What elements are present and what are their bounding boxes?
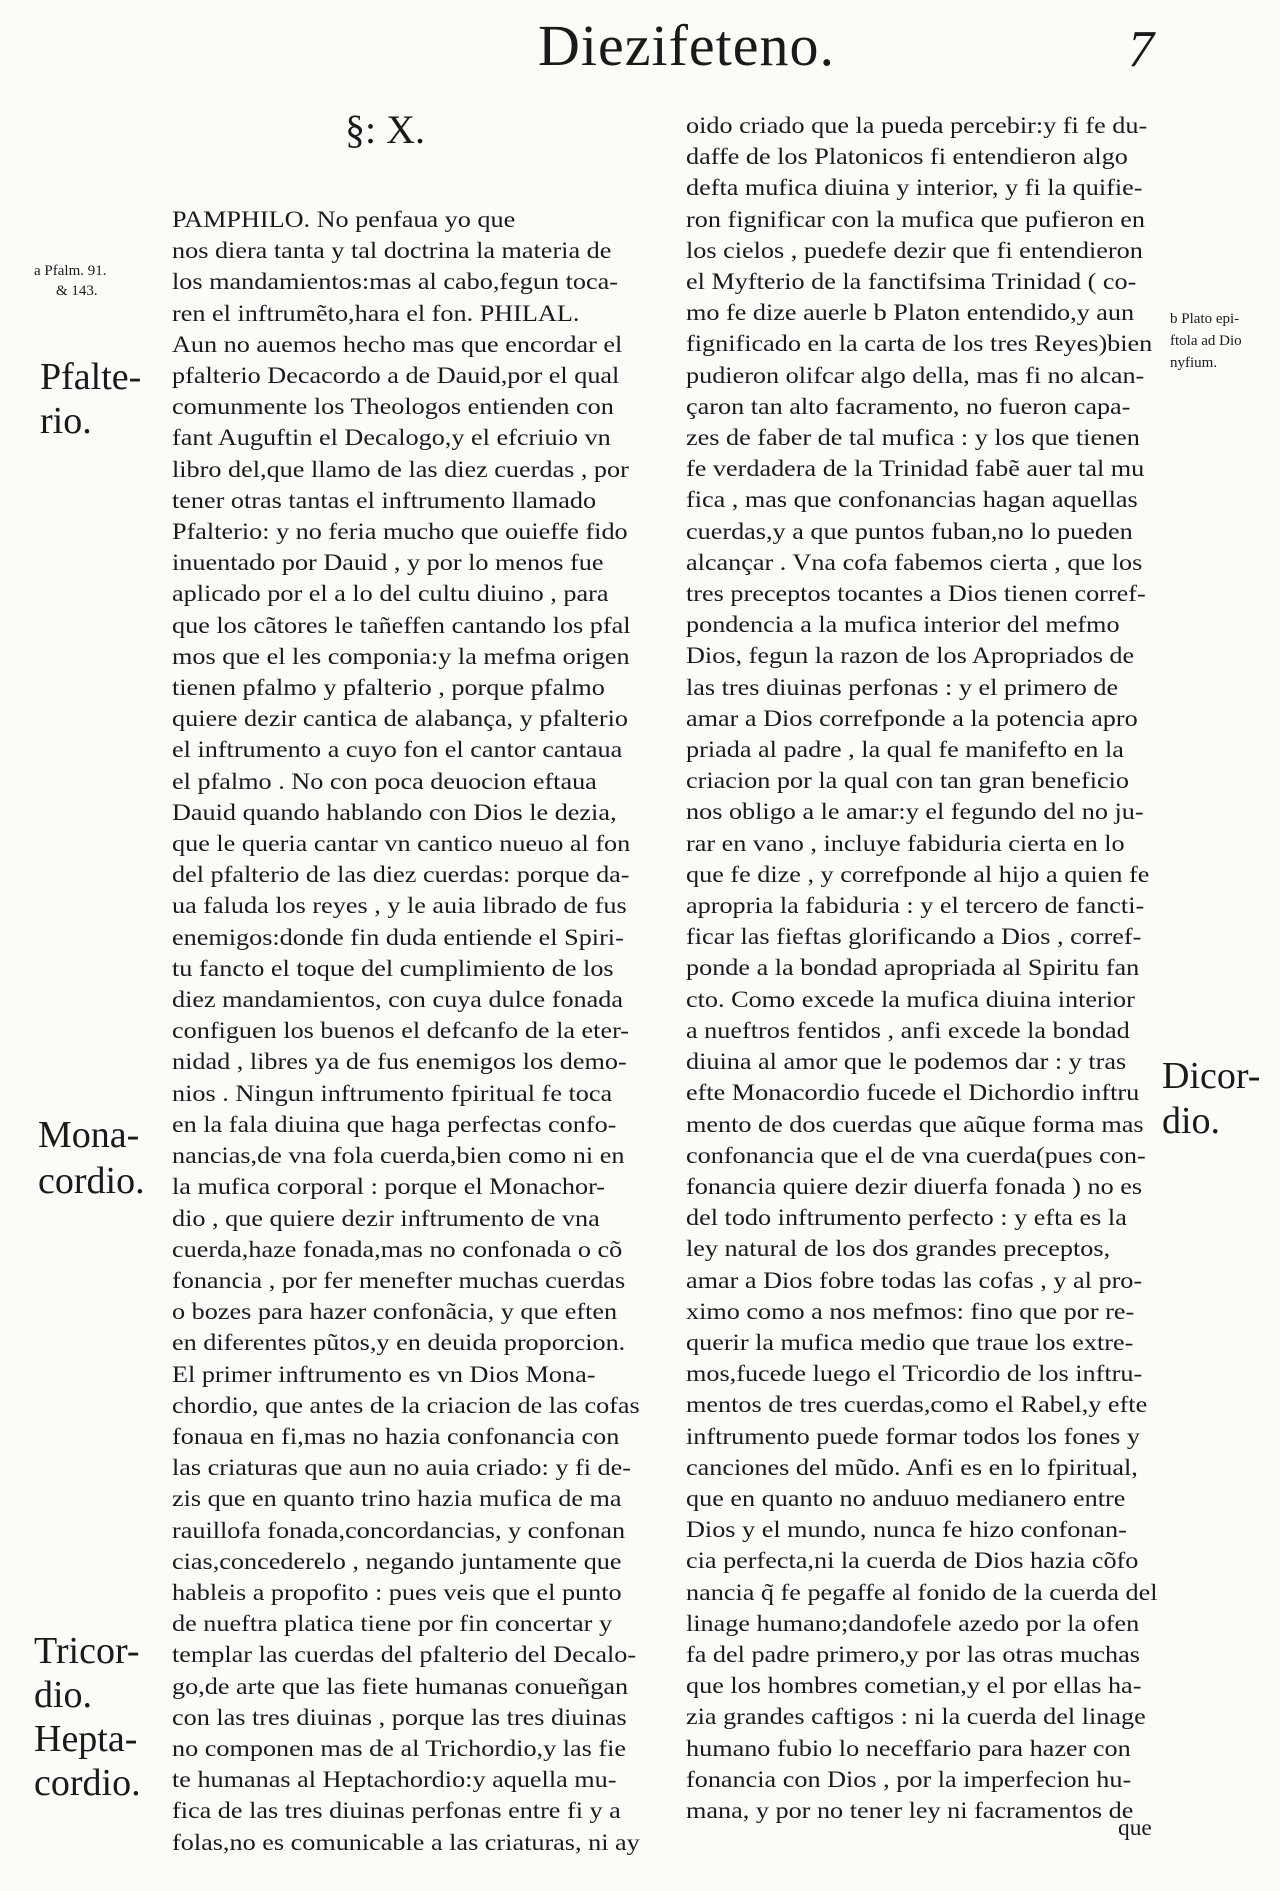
text-line: que fe dize , y correfponde al hijo a quien fe [686, 861, 1150, 888]
text-line: zia grandes caftigos : ni la cuerda del linage [686, 1704, 1146, 1731]
text-line: del pfalterio de las diez cuerdas: porque da- [172, 862, 630, 889]
text-line: que en quanto no anduuo medianero entre [686, 1485, 1126, 1512]
text-line: nios . Ningun inftrumento fpiritual fe toca [172, 1080, 613, 1107]
text-line: oido criado que la pueda percebir:y fi fe du- [686, 113, 1148, 139]
text-line: Dios, fegun la razon de los Apropriados de [686, 643, 1135, 670]
text-line: go,de arte que las fiete humanas conueñgan [172, 1673, 629, 1700]
text-line: hableis a propofito : pues veis que el punto [172, 1579, 622, 1606]
margin-heading-pfalterio-cont: rio. [40, 400, 92, 442]
margin-heading-pfalterio: Pfalte- [40, 356, 142, 398]
text-line: mento de dos cuerdas que aũque forma mas [686, 1111, 1144, 1138]
text-line: ximo como a nos mefmos: fino que por re- [686, 1298, 1135, 1325]
text-line: que los cãtores le tañeffen cantando los pfal [172, 612, 631, 639]
text-line: las criaturas que aun no auia criado: y fi de- [172, 1455, 632, 1482]
text-line: Dios y el mundo, nunca fe hizo confonan- [686, 1517, 1127, 1544]
text-line: tres preceptos tocantes a Dios tienen corref- [686, 581, 1146, 608]
text-line: chordio, que antes de la criacion de las cofas [172, 1392, 640, 1419]
text-line: las tres diuinas perfonas : y el primero de [686, 674, 1119, 701]
text-line: inuentado por Dauid , y por lo menos fue [172, 550, 604, 577]
text-line: o bozes para hazer confonãcia, y que eften [172, 1299, 618, 1326]
text-line: fant Auguftin el Decalogo,y el efcriuio vn [172, 425, 611, 452]
text-line: de nueftra platica tiene por fin concertar y [172, 1611, 613, 1638]
margin-heading-dicordio: Dicor- [1162, 1055, 1261, 1097]
running-title: Diezifeteno. [538, 13, 836, 78]
text-line: priada al padre , la qual fe manifefto en la [686, 737, 1124, 764]
text-line: alcançar . Vna cofa fabemos cierta , que los [686, 549, 1143, 576]
margin-heading-monacordio-cont: cordio. [38, 1160, 145, 1202]
text-line: en la fala diuina que haga perfectas confo- [172, 1111, 617, 1138]
text-line: cuerda,haze fonada,mas no confonada o cõ [172, 1236, 623, 1263]
text-line: ron fignificar con la mufica que pufieron en [686, 206, 1146, 233]
margin-ref-plato: b Plato epi- [1170, 311, 1240, 327]
text-line: el inftrumento a cuyo fon el cantor cantaua [172, 737, 623, 764]
text-line: fica de las tres diuinas perfonas entre fi y a [172, 1798, 621, 1825]
text-line: enemigos:donde fin duda entiende el Spiri- [172, 924, 624, 951]
margin-ref-plato-end: nyfium. [1170, 355, 1218, 371]
text-line: comunmente los Theologos entienden con [172, 394, 614, 421]
text-line: fonancia con Dios , por la imperfecion hu- [686, 1766, 1132, 1793]
text-line: canciones del mũdo. Anfi es en lo fpiritual, [686, 1454, 1138, 1481]
text-line: pondencia a la mufica interior del mefmo [686, 612, 1120, 639]
text-line: amar a Dios fobre todas las cofas , y al pro- [686, 1267, 1143, 1294]
text-line: ponde a la bondad apropriada al Spiritu fan [686, 955, 1140, 982]
text-line: te humanas al Heptachordio:y aquella mu- [172, 1767, 617, 1794]
page-number: 7 [1128, 21, 1154, 78]
text-line: nos diera tanta y tal doctrina la materia de [172, 238, 612, 265]
section-heading: §: X. [345, 107, 425, 152]
text-line: fonancia , por fer menefter muchas cuerdas [172, 1267, 626, 1294]
left-column [172, 205, 664, 1859]
text-line: rar en vano , incluye fabiduria cierta en lo [686, 830, 1125, 857]
text-line: rauillofa fonada,concordancias, y confonan [172, 1517, 626, 1544]
text-line: tu fancto el toque del cumplimiento de los [172, 955, 614, 982]
text-line: mo fe dize auerle b Platon entendido,y aun [686, 300, 1135, 327]
text-line: Pfalterio: y no feria mucho que ouieffe fido [172, 519, 628, 546]
text-line: los cielos , puedefe dezir que fi entendieron [686, 237, 1143, 264]
text-line: tienen pfalmo y pfalterio , porque pfalmo [172, 675, 605, 702]
text-line: libro del,que llamo de las diez cuerdas , por [172, 456, 629, 483]
text-line: nos obligo a le amar:y el fegundo del no ju- [686, 799, 1144, 826]
text-line: nancia q̃ fe pegaffe al fonido de la cuerda del [686, 1579, 1158, 1606]
text-line: ficar las fieftas glorificando a Dios , corref- [686, 924, 1142, 951]
text-line: quiere dezir cantica de alabança, y pfalterio [172, 706, 629, 733]
catchword: que [1118, 1815, 1152, 1841]
text-line: criacion por la qual con tan gran beneficio [686, 768, 1129, 795]
text-line: fignificado en la carta de los tres Reyes)bien [686, 331, 1153, 358]
text-line: fonaua en fi,mas no hazia confonancia con [172, 1423, 620, 1450]
text-line: pfalterio Decacordo a de Dauid,por el qual [172, 363, 620, 390]
text-line: los mandamientos:mas al cabo,fegun toca- [172, 269, 618, 296]
text-line: cia perfecta,ni la cuerda de Dios hazia cõfo [686, 1548, 1139, 1575]
margin-heading-tricordio: Tricor- [34, 1630, 140, 1672]
text-line: defta mufica diuina y interior, y fi la quifie- [686, 175, 1143, 202]
text-line: Dauid quando hablando con Dios le dezia, [172, 799, 617, 826]
text-line: aplicado por el a lo del cultu diuino , para [172, 581, 609, 608]
text-line: humano fubio lo neceffario para hazer con [686, 1735, 1131, 1762]
text-line: del todo inftrumento perfecto : y efta es la [686, 1205, 1127, 1232]
margin-heading-heptacordio: Hepta- [34, 1718, 138, 1760]
margin-heading-dicordio-cont: dio. [1162, 1100, 1221, 1142]
text-line: querir la mufica medio que traue los extre- [686, 1329, 1134, 1356]
text-line: daffe de los Platonicos fi entendieron algo [686, 144, 1128, 171]
text-line: amar a Dios correfponde a la potencia apro [686, 705, 1138, 732]
text-line: ley natural de los dos grandes preceptos, [686, 1236, 1111, 1263]
text-line: fonancia quiere dezir diuerfa fonada ) no es [686, 1173, 1143, 1200]
text-line: zis que en quanto trino hazia mufica de ma [172, 1486, 622, 1513]
text-line: El primer inftrumento es vn Dios Mona- [172, 1361, 596, 1388]
text-line: dio , que quiere dezir inftrumento de vna [172, 1205, 600, 1232]
text-line: ua faluda los reyes , y le auia librado de fus [172, 893, 627, 920]
text-line: no componen mas de al Trichordio,y las fie [172, 1735, 627, 1762]
text-line: nidad , libres ya de fus enemigos los demo- [172, 1049, 627, 1076]
text-line: que le queria cantar vn cantico nueuo al fon [172, 831, 631, 858]
text-line: ren el inftrumẽto,hara el fon. PHILAL. [172, 300, 580, 327]
margin-heading-tricordio-cont: dio. [34, 1674, 93, 1716]
text-line: templar las cuerdas del pfalterio del Decalo- [172, 1642, 637, 1669]
text-line: fa del padre primero,y por las otras muchas [686, 1641, 1140, 1668]
text-line: folas,no es comunicable a las criaturas, ni ay [172, 1829, 640, 1856]
text-line: a nueftros fentidos , anfi excede la bondad [686, 1017, 1130, 1044]
text-line: diuina al amor que le podemos dar : y tras [686, 1049, 1127, 1076]
text-line: pudieron olifcar algo della, mas fi no alcan- [686, 362, 1145, 389]
margin-ref-psalm: a Pfalm. 91. [34, 263, 107, 279]
text-line: inftrumento puede formar todos los fones y [686, 1423, 1141, 1450]
page-header [0, 12, 1280, 102]
text-line: tener otras tantas el inftrumento llamado [172, 487, 597, 514]
text-line: Aun no auemos hecho mas que encordar el [172, 331, 623, 358]
margin-heading-monacordio: Mona- [38, 1114, 140, 1156]
text-line: linage humano;dandofele azedo por la ofen [686, 1610, 1140, 1637]
text-line: diez mandamientos, con cuya dulce fonada [172, 987, 624, 1014]
text-line: cto. Como excede la mufica diuina interior [686, 986, 1135, 1013]
margin-ref-plato-cont: ftola ad Dio [1170, 333, 1242, 349]
text-line: la mufica corporal : porque el Monachor- [172, 1174, 606, 1201]
text-line: fica , mas que confonancias hagan aquellas [686, 487, 1138, 514]
text-line: configuen los buenos el defcanfo de la eter- [172, 1018, 630, 1045]
text-line: mos,fucede luego el Tricordio de los inftru- [686, 1361, 1143, 1388]
margin-ref-psalm-cont: & 143. [56, 283, 98, 299]
text-line: fe verdadera de la Trinidad fabẽ auer tal mu [686, 456, 1145, 483]
text-line: mos que el les componia:y la mefma origen [172, 643, 630, 670]
text-line: efte Monacordio fucede el Dichordio inftru [686, 1080, 1140, 1107]
text-line: el pfalmo . No con poca deuocion eftaua [172, 768, 597, 795]
text-line: confonancia que el de vna cuerda(pues con- [686, 1142, 1146, 1169]
text-line: çaron tan alto facramento, no fueron capa- [686, 393, 1131, 420]
text-line: PAMPHILO. No penfaua yo que [172, 207, 516, 233]
text-line: zes de faber de tal mufica : y los que tienen [686, 425, 1140, 452]
text-line: el Myfterio de la fanctifsima Trinidad ( co- [686, 269, 1137, 296]
text-line: nancias,de vna fola cuerda,bien como ni en [172, 1143, 625, 1170]
text-line: cias,concederelo , negando juntamente que [172, 1548, 622, 1575]
text-line: cuerdas,y a que puntos fuban,no lo pueden [686, 518, 1133, 545]
text-line: apropria la fabiduria : y el tercero de fancti- [686, 893, 1145, 920]
margin-heading-heptacordio-cont: cordio. [34, 1762, 141, 1804]
text-line: mana, y por no tener ley ni facramentos de [686, 1797, 1134, 1824]
text-line: en diferentes pũtos,y en deuida proporcion. [172, 1330, 626, 1357]
right-column [686, 111, 1158, 1827]
text-line: mentos de tres cuerdas,como el Rabel,y efte [686, 1392, 1148, 1419]
text-line: que los hombres cometian,y el por ellas ha- [686, 1673, 1142, 1700]
text-line: con las tres diuinas , porque las tres diuinas [172, 1704, 627, 1731]
